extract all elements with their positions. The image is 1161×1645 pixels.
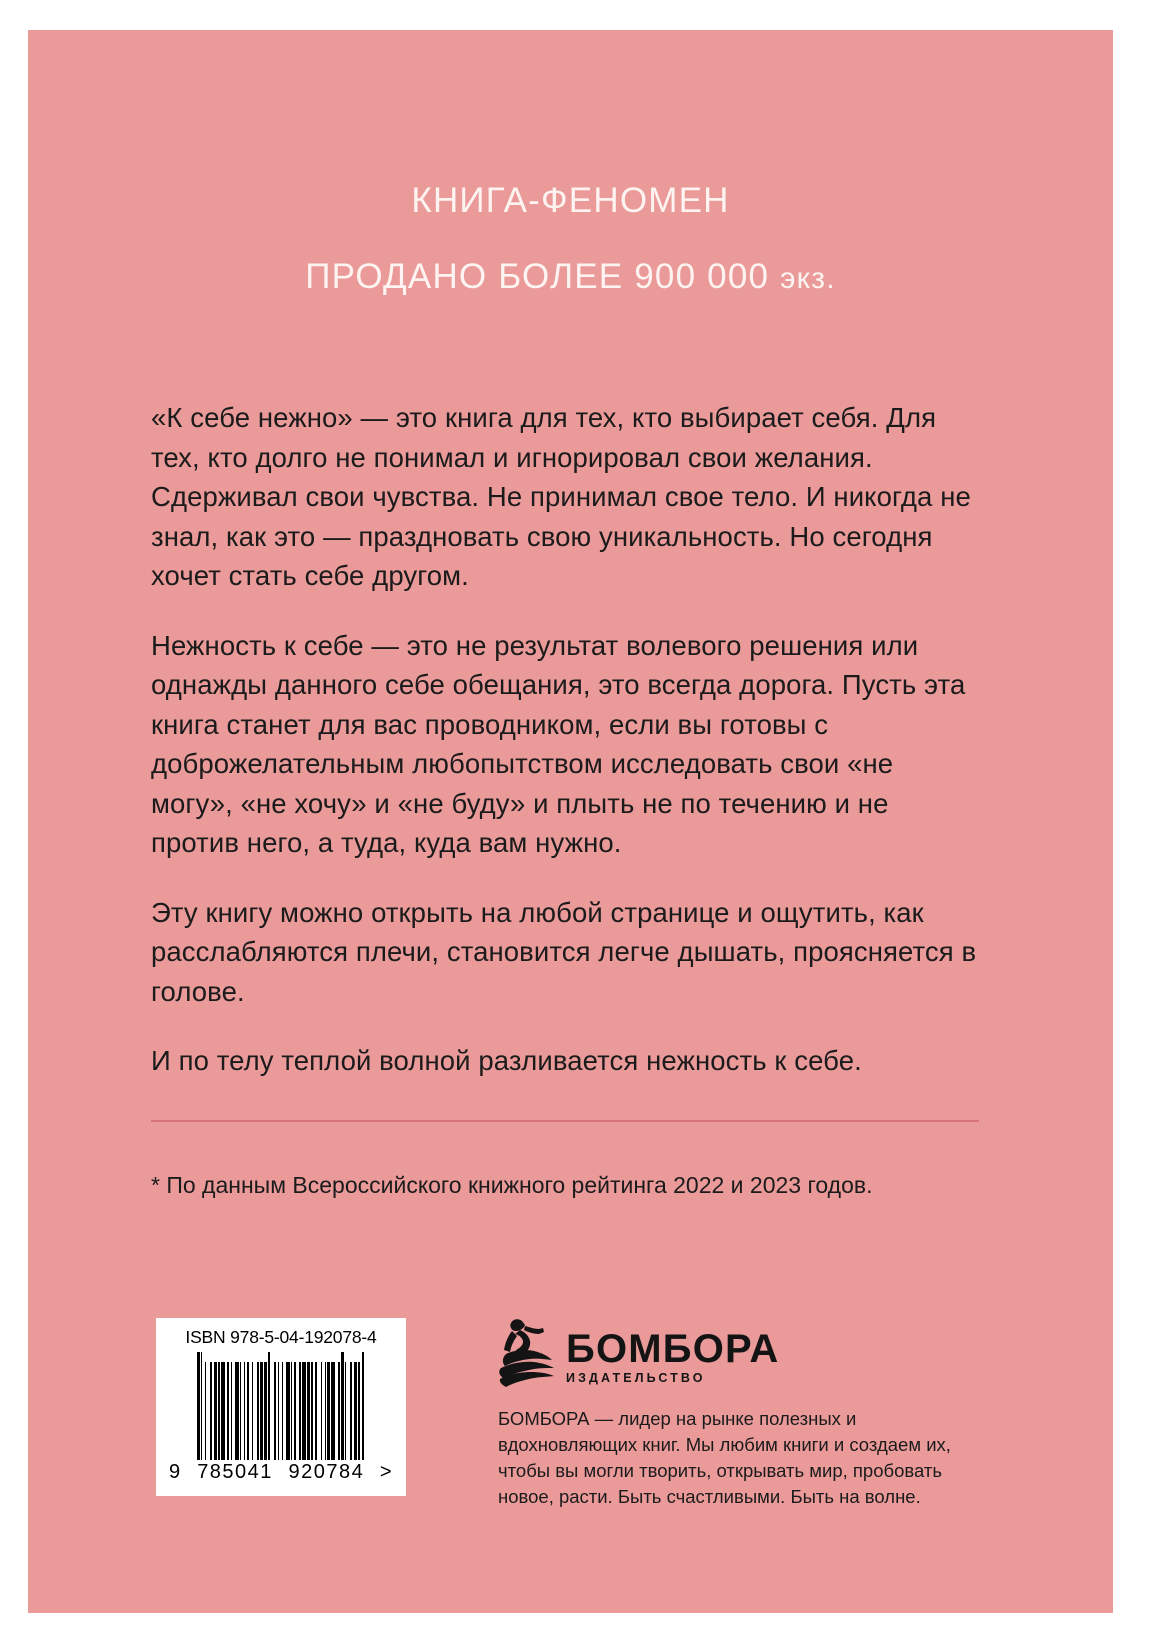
divider: [151, 1120, 979, 1122]
book-back-cover: [28, 30, 1113, 1613]
publisher-logo: [498, 1315, 998, 1387]
paragraph: Нежность к себе — это не результат волевого решения или однажды данного себе обещания, это всегда дорога. Пусть эта книга станет для вас проводником, если вы готовы с доброжелательным любопытством исследовать свои «не могу», «не хочу» и «не буду» и плыть не по течению и не против него, а туда, куда вам нужно.: [151, 629, 966, 858]
barcode-digits: [167, 1461, 395, 1484]
barcode-panel: [156, 1318, 406, 1496]
headline-block: [28, 182, 1113, 296]
paragraph: «К себе нежно» — это книга для тех, кто выбирает себя. Для тех, кто долго не понимал и игнорировал свои желания. Сдерживал свои чувства. Не принимал свое тело. И никогда не знал, как это — праздновать свою уникальность. Но сегодня хочет стать себе другом.: [151, 402, 971, 591]
publisher-block: [498, 1315, 998, 1510]
publisher-description: БОМБОРА — лидер на рынке полезных и вдохновляющих книг. Мы любим книги и создаем их, чтобы вы могли творить, открывать мир, пробовать новое, расти. Быть счастливыми. Быть на волне.: [498, 1408, 951, 1507]
paragraph: Эту книгу можно открыть на любой странице и ощутить, как расслабляются плечи, становится легче дышать, проясняется в голове.: [151, 896, 977, 1007]
publisher-subtitle: ИЗДАТЕЛЬСТВО: [566, 1371, 706, 1385]
headline-secondary-main: ПРОДАНО БОЛЕЕ 900 000: [305, 256, 781, 296]
isbn-label: ISBN 978-5-04-192078-4: [185, 1327, 377, 1347]
publisher-name: БОМБОРА: [566, 1326, 780, 1371]
barcode-bars: [167, 1352, 395, 1460]
body-copy: [151, 398, 981, 1081]
barcode-digit-group-1: 785041: [197, 1461, 273, 1483]
barcode-digit-right: >: [379, 1461, 393, 1483]
headline-secondary: [28, 258, 1113, 297]
footnote: * По данным Всероссийского книжного рейтинга 2022 и 2023 годов.: [151, 1172, 873, 1198]
publisher-logo-text: [566, 1326, 780, 1387]
paragraph: И по телу теплой волной разливается нежность к себе.: [151, 1045, 862, 1076]
headline-primary: КНИГА-ФЕНОМЕН: [411, 181, 730, 220]
headline-secondary-unit: экз.: [780, 261, 836, 295]
barcode-digit-group-2: 920784: [288, 1461, 365, 1483]
barcode-digit-left: 9: [169, 1461, 182, 1483]
surfer-icon: [498, 1315, 556, 1387]
